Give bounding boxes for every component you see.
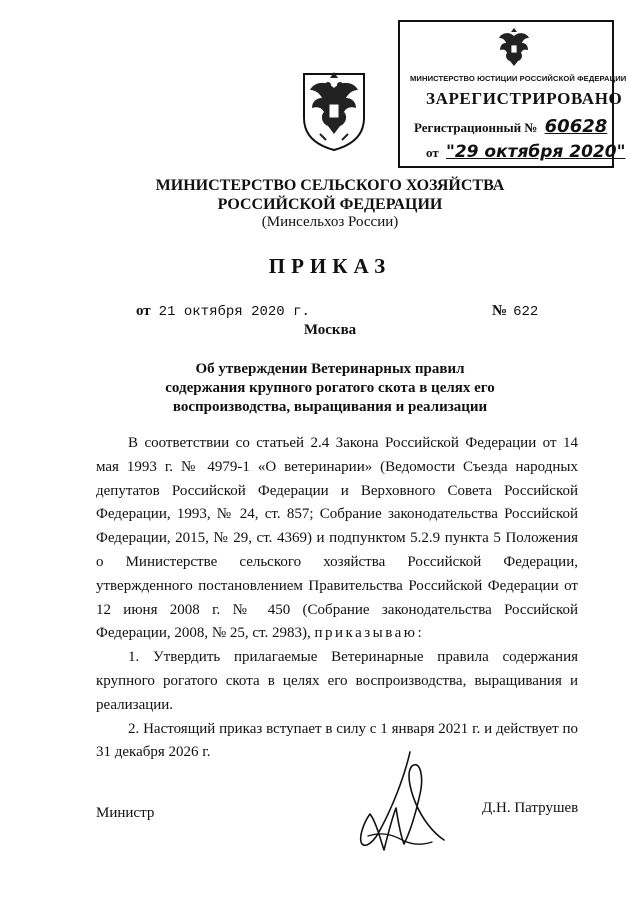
order-word: приказываю: (314, 625, 425, 642)
ministry-name-line-1: МИНИСТЕРСТВО СЕЛЬСКОГО ХОЗЯЙСТВА (155, 177, 505, 194)
handwritten-signature (340, 748, 450, 860)
ministry-name-line-2: РОССИЙСКОЙ ФЕДЕРАЦИИ (217, 196, 443, 213)
order-number-value: 622 (513, 304, 539, 320)
order-date (136, 303, 310, 320)
order-date-prefix: от (136, 303, 151, 319)
stamp-ministry-name: МИНИСТЕРСТВО ЮСТИЦИИ РОССИЙСКОЙ ФЕДЕРАЦИИ (410, 74, 627, 83)
order-subject (120, 360, 540, 417)
order-body (96, 432, 578, 765)
subject-line-2: содержания крупного рогатого скота в целях его (165, 380, 495, 396)
stamp-emblem-icon (496, 28, 532, 68)
body-item-2: 2. Настоящий приказ вступает в силу с 1 января 2021 г. и действует по 31 декабря 2026 г. (96, 720, 578, 761)
order-city: Москва (303, 322, 357, 338)
document-type-title: ПРИКАЗ (268, 254, 392, 278)
signatory-title: Министр (96, 805, 155, 821)
body-preamble-paragraph (96, 432, 578, 646)
stamp-date-label: от (426, 145, 439, 160)
stamp-date-value: "29 октября 2020" (445, 142, 626, 162)
body-preamble: В соответствии со статьей 2.4 Закона Российской Федерации от 14 мая 1993 г. № 4979-1 «О ветеринарии» (Ведомости Съезда народных депутатов Российской Федерации и Верховного Совета Российской Федерации, 1993, № 24, ст. 857; Собрание законодательства Российской Федерации, 2015, № 29, ст. 4369) и подпунктом 5.2.9 пункта 5 Положения о Министерстве сельского хозяйства Российской Федерации, утвержденного постановлением Правительства Российской Федерации от 12 июня 2008 г. № 450 (Собрание законодательства Российской Федерации, 2008, № 25, ст. 2983), (96, 435, 578, 642)
subject-line-1: Об утверждении Ветеринарных правил (195, 361, 465, 377)
order-number (492, 303, 538, 320)
registration-stamp (398, 20, 627, 168)
coat-of-arms-emblem (296, 68, 372, 152)
stamp-date-row (426, 142, 625, 162)
subject-line-3: воспроизводства, выращивания и реализации (172, 399, 488, 415)
stamp-registration-number-row (414, 116, 607, 137)
ministry-short-name: (Минсельхоз России) (261, 214, 399, 230)
order-number-prefix: № (492, 303, 508, 319)
stamp-regno-label: Регистрационный № (414, 120, 538, 135)
stamp-registered-label: ЗАРЕГИСТРИРОВАНО (426, 89, 623, 108)
order-date-value: 21 октября 2020 г. (158, 304, 310, 320)
signatory-name: Д.Н. Патрушев (482, 800, 579, 816)
body-item-1: 1. Утвердить прилагаемые Ветеринарные правила содержания крупного рогатого скота в целях его воспроизводства, выращивания и реализации. (96, 649, 578, 713)
stamp-regno-value: 60628 (544, 116, 608, 137)
